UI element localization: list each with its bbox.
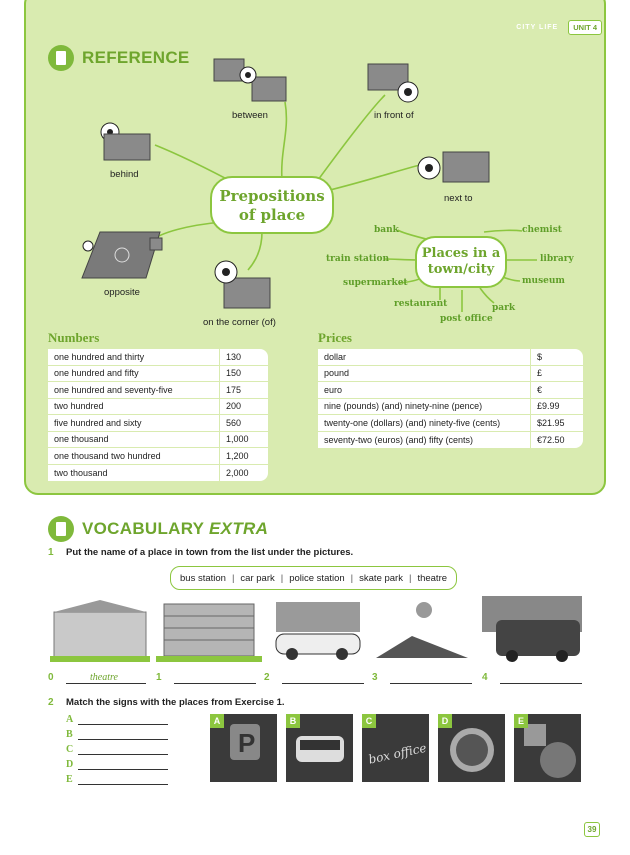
place-supermarket: supermarket: [343, 278, 408, 288]
box-next-to-icon: [415, 148, 495, 188]
match-letter-e: E: [66, 774, 73, 785]
prep-in-front-of: in front of: [374, 110, 414, 121]
table-row: five hundred and sixty 560: [48, 415, 268, 432]
sign-c-box-office: box office C: [362, 714, 429, 782]
answer-1-line[interactable]: [174, 683, 256, 684]
prep-next-to: next to: [444, 193, 473, 204]
word-item: bus station: [180, 572, 226, 584]
place-restaurant: restaurant: [394, 299, 448, 309]
match-line-c[interactable]: [78, 754, 168, 755]
table-row: two thousand 2,000: [48, 465, 268, 482]
place-park: park: [492, 303, 516, 313]
answer-0-example: theatre: [90, 672, 118, 683]
task-1-instruction: Put the name of a place in town from the list under the pictures.: [66, 547, 354, 558]
prep-between: between: [232, 110, 268, 121]
answer-2-number: 2: [264, 672, 270, 683]
prices-title: Prices: [318, 330, 352, 345]
vocabulary-icon: [48, 516, 74, 542]
answer-0-line: [66, 683, 146, 684]
answer-0-number: 0: [48, 672, 54, 683]
police-station-picture: [270, 596, 366, 664]
table-row: twenty-one (dollars) (and) ninety-five (cents) $21.95: [318, 415, 583, 432]
table-row: pound £: [318, 366, 583, 383]
sign-d-skater: D: [438, 714, 505, 782]
table-row: nine (pounds) (and) ninety-nine (pence) £9.99: [318, 399, 583, 416]
answer-3-line[interactable]: [390, 683, 472, 684]
table-row: one thousand two hundred 1,200: [48, 448, 268, 465]
place-bank: bank: [374, 225, 399, 235]
svg-text:box office: box office: [367, 740, 428, 767]
reference-title: REFERENCE: [82, 48, 190, 67]
svg-text:P: P: [238, 728, 256, 758]
page-number: 39: [584, 822, 600, 837]
prepositions-hub: Prepositions of place: [210, 176, 334, 234]
word-item: skate park: [359, 572, 403, 584]
place-museum: museum: [522, 276, 565, 286]
theatre-picture: [50, 596, 150, 664]
answer-4-line[interactable]: [500, 683, 582, 684]
match-line-d[interactable]: [78, 769, 168, 770]
place-chemist: chemist: [522, 225, 562, 235]
answer-2-line[interactable]: [282, 683, 364, 684]
table-row: euro €: [318, 382, 583, 399]
task-2-number: 2: [48, 697, 54, 708]
box-in-front-of-icon: [366, 60, 422, 104]
task-2-instruction: Match the signs with the places from Exercise 1.: [66, 697, 285, 708]
place-library: library: [540, 254, 574, 264]
table-row: one hundred and fifty 150: [48, 366, 268, 383]
answer-1-number: 1: [156, 672, 162, 683]
prep-opposite: opposite: [104, 287, 140, 298]
vocabulary-title: VOCABULARY EXTRA: [82, 519, 269, 538]
table-row: dollar $: [318, 349, 583, 366]
bus-station-picture: [482, 596, 582, 664]
word-item: police station: [289, 572, 345, 584]
task-1-number: 1: [48, 547, 54, 558]
places-hub: Places in a town/city: [415, 236, 507, 288]
match-letter-b: B: [66, 729, 73, 740]
car-park-picture: [156, 596, 262, 664]
place-train-station: train station: [326, 254, 390, 264]
prep-behind: behind: [110, 169, 139, 180]
boxes-between-icon: [212, 55, 292, 107]
table-row: one hundred and seventy-five 175: [48, 382, 268, 399]
match-line-e[interactable]: [78, 784, 168, 785]
match-line-a[interactable]: [78, 724, 168, 725]
match-letter-a: A: [66, 714, 74, 725]
word-item: theatre: [417, 572, 448, 584]
unit-badge: UNIT 4: [568, 20, 602, 35]
skate-park-picture: [372, 596, 474, 664]
match-letter-d: D: [66, 759, 74, 770]
sign-b-bus: B: [286, 714, 353, 782]
answer-3-number: 3: [372, 672, 378, 683]
word-list-box: bus station | car park | police station | skate park | theatre: [170, 566, 457, 590]
numbers-table: [48, 349, 268, 481]
answer-4-number: 4: [482, 672, 488, 683]
section-label: CITY LIFE: [516, 24, 559, 31]
place-post-office: post office: [440, 314, 493, 324]
table-row: seventy-two (euros) (and) fifty (cents) €72.50: [318, 432, 583, 449]
sign-e-police: E: [514, 714, 581, 782]
court-opposite-icon: [80, 228, 166, 282]
table-row: one hundred and thirty 130: [48, 349, 268, 366]
table-row: two hundred 200: [48, 399, 268, 416]
match-line-b[interactable]: [78, 739, 168, 740]
box-behind-icon: [96, 122, 156, 164]
box-on-corner-icon: [212, 258, 274, 312]
match-letter-c: C: [66, 744, 74, 755]
prices-table: [318, 349, 583, 448]
sign-a-parking: P A: [210, 714, 277, 782]
table-row: one thousand 1,000: [48, 432, 268, 449]
word-item: car park: [240, 572, 275, 584]
prep-on-the-corner: on the corner (of): [203, 317, 276, 328]
numbers-title: Numbers: [48, 330, 100, 345]
